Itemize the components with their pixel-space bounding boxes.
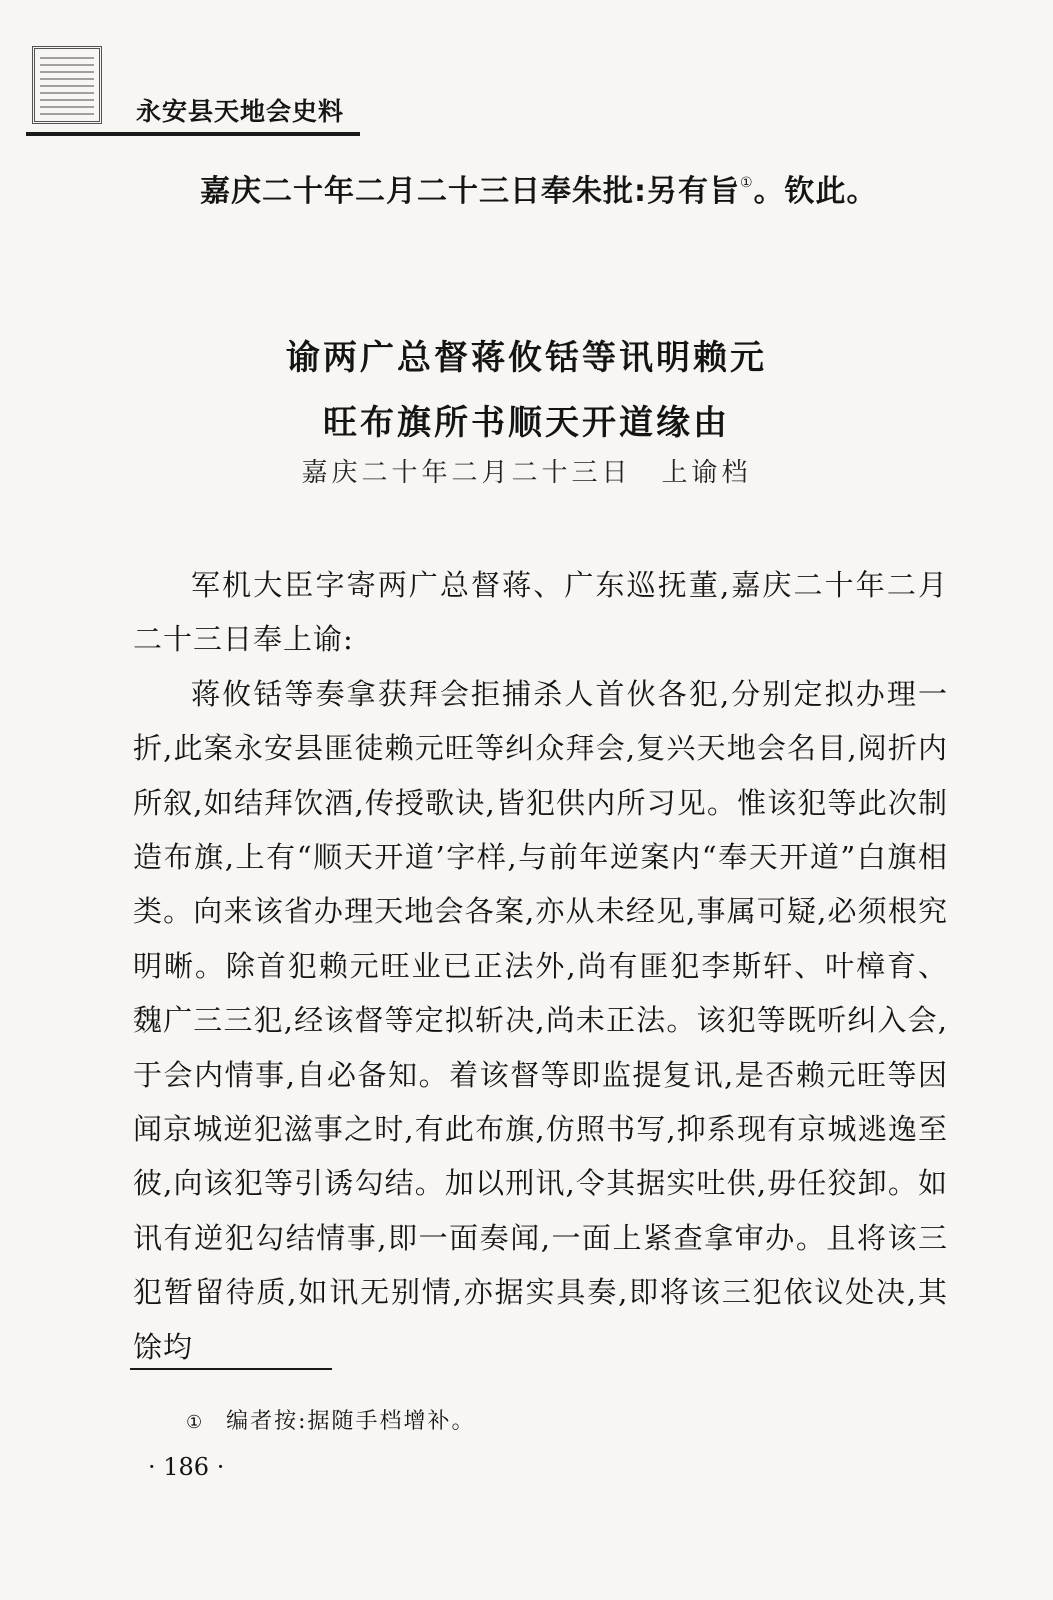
seal-pattern (40, 55, 94, 115)
footnote-text: 编者按:据随手档增补。 (226, 1409, 476, 1434)
paragraph: 蒋攸铦等奏拿获拜会拒捕杀人首伙各犯,分别定拟办理一折,此案永安县匪徒赖元旺等纠众拜会,复兴天地会名目,阅折内所叙,如结拜饮酒,传授歌诀,皆犯供内所习见。惟该犯等此次制造布旗,上有“顺天开道’字样,与前年逆案内“奉天开道”白旗相类。向来该省办理天地会各案,亦从未经见,事属可疑,必须根究明晰。除首犯赖元旺业已正法外,尚有匪犯李斯轩、叶樟育、魏广三三犯,经该督等定拟斩决,尚未正法。该犯等既听纠入会,于会内情事,自必备知。着该督等即监提复讯,是否赖元旺等因闻京城逆犯滋事之时,有此布旗,仿照书写,抑系现有京城逃逸至彼,向该犯等引诱勾结。加以刑讯,令其据实吐供,毋任狡卸。如讯有逆犯勾结情事,即一面奏闻,一面上紧查拿审办。且将该三犯暂留待质,如讯无别情,亦据实具奏,即将该三犯依议处决,其馀均 (133, 676, 948, 1364)
top-line-text: 嘉庆二十年二月二十三日奉朱批:另有旨 (200, 174, 740, 209)
paragraph: 军机大臣字寄两广总督蒋、广东巡抚董,嘉庆二十年二月二十三日奉上谕: (133, 568, 948, 657)
running-title: 永安县天地会史料 (136, 97, 345, 126)
page-number: · 186 · (148, 1453, 225, 1481)
document-title-line-1: 谕两广总督蒋攸铦等讯明赖元 (286, 338, 767, 378)
top-line (200, 166, 878, 210)
footnote (186, 1404, 476, 1435)
document-dateline: 嘉庆二十年二月二十三日 上谕档 (301, 458, 752, 488)
document-title-line-2: 旺布旗所书顺天开道缘由 (323, 403, 730, 443)
top-line-tail: 。钦此。 (753, 174, 878, 209)
footnote-ref[interactable]: ① (740, 175, 754, 191)
footnote-mark: ① (186, 1412, 205, 1433)
footnote-rule (130, 1368, 332, 1370)
seal-logo (32, 46, 102, 124)
body-text (133, 558, 948, 1374)
header-rule (26, 132, 360, 136)
